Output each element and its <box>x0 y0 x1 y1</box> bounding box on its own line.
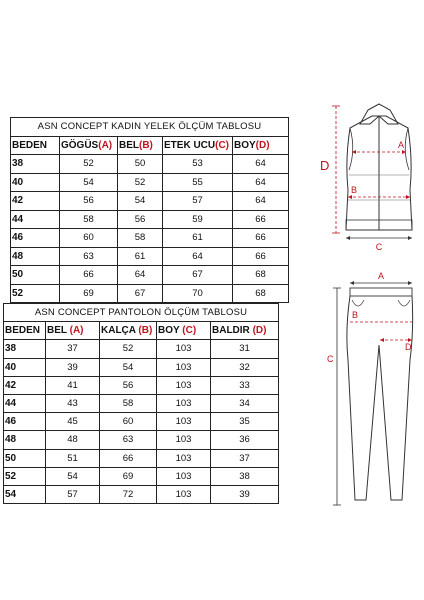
measurement-cell: 32 <box>211 358 279 376</box>
measurement-cell: 103 <box>157 449 211 467</box>
measurement-cell: 38 <box>211 467 279 485</box>
size-cell: 52 <box>11 284 60 303</box>
pants-label-c: C <box>327 354 334 364</box>
measurement-cell: 63 <box>100 431 157 449</box>
size-cell: 42 <box>4 376 46 394</box>
vest-label-a: A <box>398 140 405 150</box>
pants-col-bel: BEL (A) <box>46 322 100 340</box>
measurement-cell: 54 <box>60 173 118 192</box>
measurement-cell: 56 <box>118 210 163 229</box>
pants-label-b: B <box>352 310 359 320</box>
measurement-cell: 35 <box>211 413 279 431</box>
measurement-cell: 66 <box>233 247 289 266</box>
pants-outline <box>347 296 413 500</box>
measurement-cell: 53 <box>163 155 233 174</box>
measurement-cell: 103 <box>157 340 211 358</box>
size-cell: 50 <box>4 449 46 467</box>
measurement-cell: 67 <box>118 284 163 303</box>
pants-waistband <box>350 288 412 296</box>
measurement-cell: 64 <box>233 173 289 192</box>
size-cell: 48 <box>11 247 60 266</box>
measurement-cell: 34 <box>211 394 279 412</box>
size-cell: 46 <box>11 229 60 248</box>
vest-col-gogus: GÖGÜS(A) <box>60 136 118 155</box>
measurement-cell: 59 <box>163 210 233 229</box>
measurement-cell: 70 <box>163 284 233 303</box>
pants-col-beden: BEDEN <box>4 322 46 340</box>
measurement-cell: 58 <box>118 229 163 248</box>
measurement-cell: 41 <box>46 376 100 394</box>
measurement-cell: 69 <box>60 284 118 303</box>
measurement-cell: 36 <box>211 431 279 449</box>
measurement-cell: 67 <box>163 266 233 285</box>
size-cell: 38 <box>11 155 60 174</box>
measurement-cell: 66 <box>100 449 157 467</box>
measurement-cell: 54 <box>118 192 163 211</box>
measurement-cell: 48 <box>46 431 100 449</box>
pants-label-d: D <box>405 342 412 352</box>
size-cell: 44 <box>4 394 46 412</box>
pants-pocket-left <box>352 300 364 306</box>
size-cell: 40 <box>11 173 60 192</box>
measurement-cell: 31 <box>211 340 279 358</box>
measurement-cell: 64 <box>233 155 289 174</box>
measurement-cell: 103 <box>157 431 211 449</box>
measurement-cell: 39 <box>211 485 279 503</box>
measurement-cell: 56 <box>100 376 157 394</box>
size-cell: 48 <box>4 431 46 449</box>
measurement-cell: 61 <box>163 229 233 248</box>
measurement-cell: 33 <box>211 376 279 394</box>
size-cell: 46 <box>4 413 46 431</box>
measurement-cell: 66 <box>233 229 289 248</box>
measurement-cell: 103 <box>157 394 211 412</box>
measurement-cell: 37 <box>46 340 100 358</box>
measurement-cell: 52 <box>100 340 157 358</box>
measurement-cell: 66 <box>60 266 118 285</box>
measurement-cell: 54 <box>46 467 100 485</box>
measurement-cell: 60 <box>100 413 157 431</box>
measurement-cell: 58 <box>60 210 118 229</box>
size-cell: 54 <box>4 485 46 503</box>
measurement-cell: 43 <box>46 394 100 412</box>
vest-label-c: C <box>375 242 383 252</box>
measurement-cell: 58 <box>100 394 157 412</box>
measurement-cell: 54 <box>100 358 157 376</box>
size-cell: 50 <box>11 266 60 285</box>
pants-table-title: ASN CONCEPT PANTOLON ÖLÇÜM TABLOSU <box>4 304 279 322</box>
measurement-cell: 103 <box>157 467 211 485</box>
vest-table-title: ASN CONCEPT KADIN YELEK ÖLÇÜM TABLOSU <box>11 118 289 137</box>
measurement-cell: 66 <box>233 210 289 229</box>
vest-label-b: B <box>351 185 358 195</box>
measurement-cell: 45 <box>46 413 100 431</box>
measurement-cell: 52 <box>60 155 118 174</box>
measurement-cell: 51 <box>46 449 100 467</box>
measurement-cell: 72 <box>100 485 157 503</box>
pants-col-baldir: BALDIR (D) <box>211 322 279 340</box>
measurement-cell: 39 <box>46 358 100 376</box>
size-cell: 42 <box>11 192 60 211</box>
measurement-cell: 57 <box>46 485 100 503</box>
size-cell: 44 <box>11 210 60 229</box>
pants-col-boy: BOY (C) <box>157 322 211 340</box>
vest-col-boy: BOY(D) <box>233 136 289 155</box>
pants-diagram <box>327 271 413 505</box>
measurement-cell: 57 <box>163 192 233 211</box>
vest-col-bel: BEL(B) <box>118 136 163 155</box>
measurement-cell: 68 <box>233 284 289 303</box>
measurement-cell: 55 <box>163 173 233 192</box>
measurement-cell: 37 <box>211 449 279 467</box>
measurement-cell: 60 <box>60 229 118 248</box>
measurement-cell: 56 <box>60 192 118 211</box>
pants-col-kalca: KALÇA (B) <box>100 322 157 340</box>
measurement-cell: 68 <box>233 266 289 285</box>
measurement-cell: 69 <box>100 467 157 485</box>
measurement-cell: 52 <box>118 173 163 192</box>
vest-label-d: D <box>320 158 330 173</box>
measurement-cell: 103 <box>157 413 211 431</box>
measurement-cell: 61 <box>118 247 163 266</box>
measurement-cell: 63 <box>60 247 118 266</box>
vest-col-beden: BEDEN <box>11 136 60 155</box>
size-cell: 40 <box>4 358 46 376</box>
measurement-cell: 64 <box>233 192 289 211</box>
size-cell: 38 <box>4 340 46 358</box>
vest-col-etek-ucu: ETEK UCU(C) <box>163 136 233 155</box>
measurement-cell: 50 <box>118 155 163 174</box>
measurement-cell: 64 <box>163 247 233 266</box>
measurement-cell: 64 <box>118 266 163 285</box>
vest-diagram <box>320 104 412 252</box>
measurement-cell: 103 <box>157 358 211 376</box>
measurement-cell: 103 <box>157 485 211 503</box>
pants-pocket-right <box>398 300 410 306</box>
size-cell: 52 <box>4 467 46 485</box>
pants-label-a: A <box>377 271 385 281</box>
measurement-cell: 103 <box>157 376 211 394</box>
